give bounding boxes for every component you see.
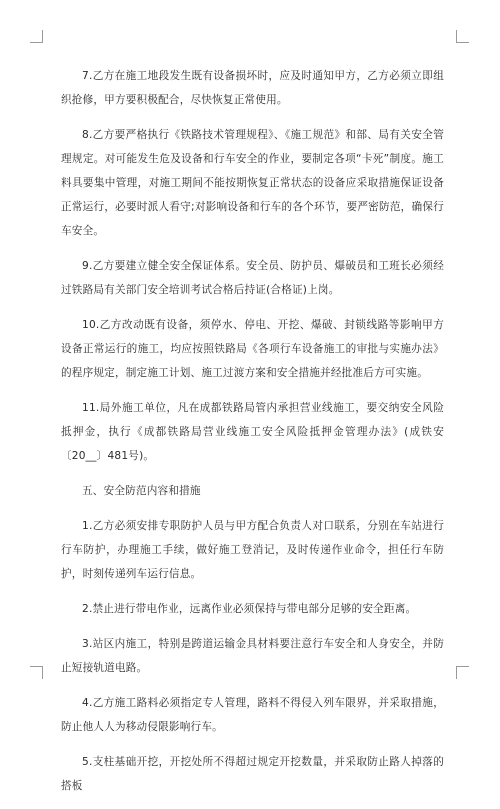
section-paragraph-4: 4.乙方施工路料必须指定专人管理，路料不得侵入列车限界，并采取措施，防止他人人为移动侵限影响行车。 (61, 697, 444, 733)
crop-mark-bottom-right (456, 666, 469, 679)
crop-mark-top-right (456, 30, 469, 43)
section-paragraph-2: 2.禁止进行带电作业，远离作业必须保持与带电部分足够的安全距离。 (82, 603, 417, 615)
paragraph-9: 9.乙方要建立健全安全保证体系。安全员、防护员、爆破员和工班长必须经过铁路局有关部门安全培训考试合格后持证(合格证)上岗。 (61, 260, 444, 296)
section-paragraph-3: 3.站区内施工，特别是跨道运输金具材料要注意行车安全和人身安全，并防止短接轨道电路。 (61, 638, 444, 674)
document-body (61, 64, 444, 809)
paragraph-10: 10.乙方改动既有设备，须停水、停电、开挖、爆破、封锁线路等影响甲方设备正常运行的施工，均应按照铁路局《各项行车设备施工的审批与实施办法》的程序规定，制定施工计划、施工过渡方案和安全措施并经批准后方可实施。 (61, 319, 444, 379)
paragraph-11: 11.局外施工单位，凡在成都铁路局管内承担营业线施工，要交纳安全风险抵押金，执行《成都铁路局营业线施工安全风险抵押金管理办法》(成铁安〔20__〕481号)。 (61, 402, 444, 462)
crop-mark-top-left (30, 30, 43, 43)
section-paragraph-1: 1.乙方必须安排专职防护人员与甲方配合负责人对口联系，分别在车站进行行车防护，办理施工手续，做好施工登消记，及时传递作业命令，担任行车防护，时刻传递列车运行信息。 (61, 520, 444, 580)
paragraph-7: 7.乙方在施工地段发生既有设备损坏时，应及时通知甲方，乙方必须立即组织抢修，甲方要积极配合，尽快恢复正常使用。 (61, 70, 444, 106)
paragraph-8: 8.乙方要严格执行《铁路技术管理规程》、《施工规范》和部、局有关安全管理规定。对可能发生危及设备和行车安全的作业，要制定各项“卡死”制度。施工料具要集中管理，对施工期间不能按期恢复正常状态的设备应采取措施保证设备正常运行，必要时派人看守;对影响设备和行车的各个环节，要严密防范，确保行车安全。 (61, 129, 444, 237)
section-heading: 五、安全防范内容和措施 (82, 485, 201, 497)
crop-mark-bottom-left (30, 666, 43, 679)
section-paragraph-5: 5.支柱基础开挖，开挖处所不得超过规定开挖数量，并采取防止路人掉落的搭板 (61, 756, 444, 792)
